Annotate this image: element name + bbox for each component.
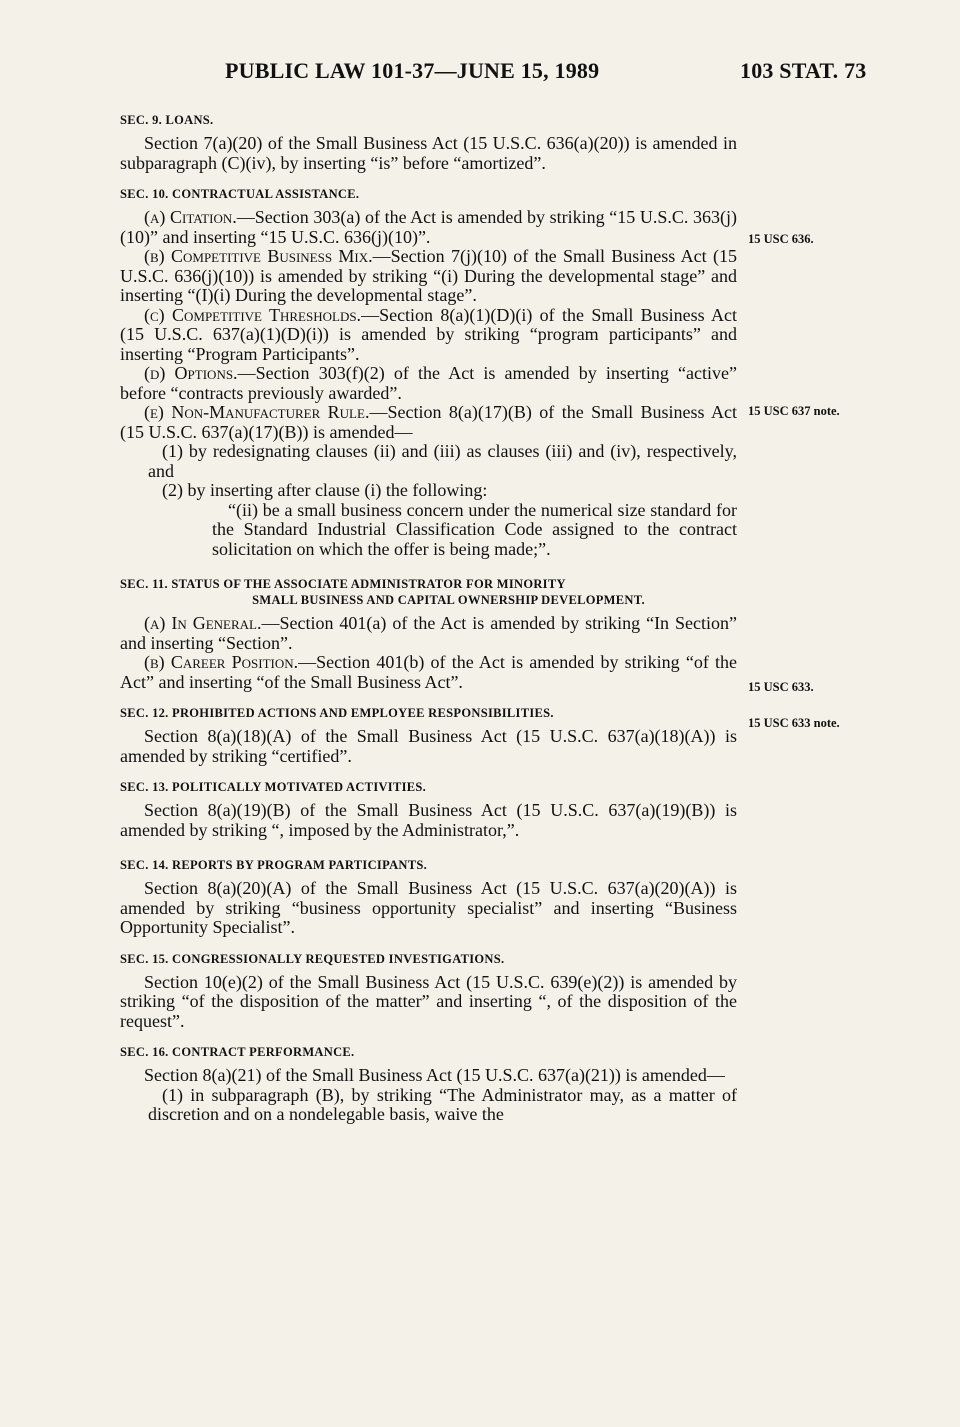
subsection-c [120, 306, 737, 365]
subsection-label: (b) Competitive Business Mix. [144, 246, 373, 266]
paragraph: Section 10(e)(2) of the Small Business Act (15 U.S.C. 639(e)(2)) is amended by striking “of the disposition of the matter” and inserting “, of the disposition of the request”. [120, 971, 737, 1031]
subsection-a [120, 614, 737, 653]
subsection-a [120, 208, 737, 247]
section-heading: SEC. 14. REPORTS BY PROGRAM PARTICIPANTS. [120, 858, 428, 872]
section-heading: SEC. 13. POLITICALLY MOTIVATED ACTIVITIES. [120, 780, 427, 794]
subsection-text: —Section 401(a) of the Act is amended by striking “In Section” and inserting “Section”. [120, 613, 738, 653]
section-heading: SEC. 10. CONTRACTUAL ASSISTANCE. [120, 187, 360, 201]
margin-note-15usc637: 15 USC 637 note. [748, 404, 840, 418]
subsection-text: —Section 303(f)(2) of the Act is amended by inserting “active” before “contracts previously awarded”. [120, 363, 737, 403]
subsection-text: —Section 7(j)(10) of the Small Business Act (15 U.S.C. 636(j)(10)) is amended by striking “(i) During the developmental stage” and inserting “(I)(i) During the developmental stage”. [120, 246, 737, 305]
subsection-label: (d) Options. [144, 363, 238, 383]
section-heading-line2: SMALL BUSINESS AND CAPITAL OWNERSHIP DEVELOPMENT. [252, 593, 645, 607]
subsection-text: —Section 401(b) of the Act is amended by striking “of the Act” and inserting “of the Small Business Act”. [120, 652, 737, 692]
subsection-d [120, 364, 737, 403]
subsection-text: —Section 8(a)(1)(D)(i) of the Small Business Act (15 U.S.C. 637(a)(1)(D)(i)) is amended by striking “program participants” and inserting “Program Participants”. [120, 304, 737, 364]
margin-note-15usc636: 15 USC 636. [748, 232, 814, 246]
page-header [0, 58, 960, 88]
section-heading: SEC. 12. PROHIBITED ACTIONS AND EMPLOYEE RESPONSIBILITIES. [120, 706, 554, 720]
quoted-clause: “(ii) be a small business concern under the numerical size standard for the Standard Industrial Classification Code assigned to the contract solicitation on which the offer is being made;”. [212, 499, 737, 559]
subsection-text: —Section 303(a) of the Act is amended by striking “15 U.S.C. 363(j)(10)” and inserting “15 U.S.C. 636(j)(10)”. [120, 207, 738, 247]
margin-note-15usc633: 15 USC 633. [748, 680, 814, 694]
paragraph: Section 8(a)(19)(B) of the Small Business Act (15 U.S.C. 637(a)(19)(B)) is amended by striking “, imposed by the Administrator,”. [120, 800, 737, 840]
subsection-b [120, 653, 737, 692]
section-heading: SEC. 16. CONTRACT PERFORMANCE. [120, 1045, 355, 1059]
paragraph: Section 7(a)(20) of the Small Business Act (15 U.S.C. 636(a)(20)) is amended in subparagraph (C)(iv), by inserting “is” before “amortized”. [120, 133, 737, 173]
clause-2: (2) by inserting after clause (i) the following: [162, 480, 488, 500]
clause-1: (1) by redesignating clauses (ii) and (iii) as clauses (iii) and (iv), respectively, and [148, 441, 737, 481]
subsection-e [120, 403, 737, 442]
paragraph: Section 8(a)(20)(A) of the Small Business Act (15 U.S.C. 637(a)(20)(A)) is amended by striking “business opportunity specialist” and inserting “Business Opportunity Specialist”. [120, 878, 737, 937]
margin-note-15usc633-note: 15 USC 633 note. [748, 716, 840, 730]
section-heading: SEC. 9. LOANS. [120, 113, 214, 127]
subsection-label: (e) Non-Manufacturer Rule. [144, 402, 370, 422]
clause-1: (1) in subparagraph (B), by striking “The Administrator may, as a matter of discretion and on a nondelegable basis, waive the [148, 1084, 737, 1124]
subsection-text: —Section 8(a)(17)(B) of the Small Business Act (15 U.S.C. 637(a)(17)(B)) is amended— [120, 402, 737, 442]
statute-page-number: 103 STAT. 73 [740, 58, 867, 83]
subsection-b [120, 247, 737, 306]
document-body [120, 112, 737, 1125]
section-heading-line1: SEC. 11. STATUS OF THE ASSOCIATE ADMINISTRATOR FOR MINORITY [120, 577, 566, 591]
running-head-title: PUBLIC LAW 101-37—JUNE 15, 1989 [225, 58, 600, 83]
paragraph: Section 8(a)(21) of the Small Business Act (15 U.S.C. 637(a)(21)) is amended— [144, 1065, 725, 1085]
section-heading: SEC. 15. CONGRESSIONALLY REQUESTED INVESTIGATIONS. [120, 951, 505, 966]
subsection-label: (a) In General. [144, 613, 262, 633]
paragraph: Section 8(a)(18)(A) of the Small Business Act (15 U.S.C. 637(a)(18)(A)) is amended by striking “certified”. [120, 726, 737, 766]
subsection-label: (a) Citation. [144, 207, 237, 227]
subsection-label: (b) Career Position. [144, 652, 299, 672]
subsection-label: (c) Competitive Thresholds. [144, 304, 362, 325]
section-heading [120, 576, 737, 608]
